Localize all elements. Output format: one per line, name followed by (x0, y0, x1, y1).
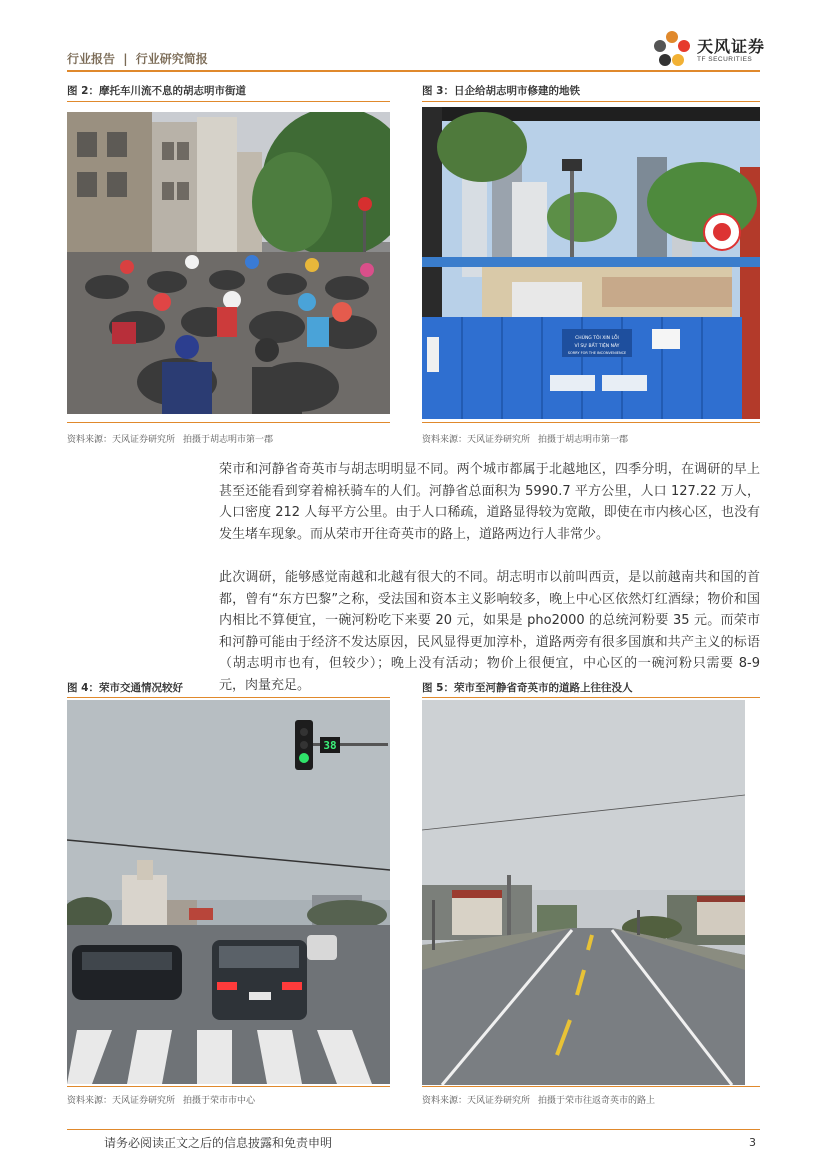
body-paragraph-2: 此次调研，能够感觉南越和北越有很大的不同。胡志明市以前叫西贡，是以前越南共和国的首都，曾有“东方巴黎”之称，受法国和资本主义影响较多，晚上中心区依然灯红酒绿；物价和国内相比不算便宜，一碗河粉吃下来要 20 元，如果是 pho2000 的总统河粉要 35 元。而荣市和河静可能由于经济不发达原因，民风显得更加淳朴，道路两旁有很多国旗和共产主义的标语（胡志明市也有，但较少）；晚上没有活动；物价上很便宜，中心区的一碗河粉只需要 8-9 元，肉量充足。 (219, 570, 760, 693)
figure-3-source-label: 资料来源：天风证券研究所 (422, 435, 531, 445)
figure-5-top-rule (422, 697, 760, 698)
tf-securities-logo (651, 29, 771, 71)
figure-3-caption: 拍摄于胡志明市第一郡 (538, 435, 629, 445)
figure-4-source-label: 资料来源：天风证券研究所 (67, 1096, 176, 1106)
header-divider (67, 70, 760, 72)
report-header (67, 50, 208, 67)
figure-3-bottom-rule (422, 422, 760, 423)
figure-3-top-rule (422, 101, 760, 102)
figure-4-caption: 拍摄于荣市市中心 (183, 1096, 256, 1106)
photo-saigon-motorbike-street (67, 112, 390, 414)
photo-vinh-city-traffic (67, 700, 390, 1084)
figure-2-caption: 拍摄于胡志明市第一郡 (183, 435, 274, 445)
figure-4-title: 图 4：荣市交通情况较好 (67, 682, 183, 694)
logo-petals-icon (651, 29, 693, 71)
figure-5-source (422, 1093, 655, 1106)
footer-divider (67, 1129, 760, 1130)
photo-saigon-metro-construction (422, 107, 760, 419)
figure-3-title: 图 3：日企给胡志明市修建的地铁 (422, 85, 580, 97)
figure-2-bottom-rule (67, 422, 390, 423)
report-type: 行业研究简报 (135, 52, 208, 66)
figure-4-bottom-rule (67, 1086, 390, 1087)
figure-5-title: 图 5：荣市至河静省奇英市的道路上往往没人 (422, 682, 633, 694)
figure-2-source-label: 资料来源：天风证券研究所 (67, 435, 176, 445)
traffic-countdown: 38 (323, 739, 337, 752)
figure-2-title: 图 2：摩托车川流不息的胡志明市街道 (67, 85, 246, 97)
figure-2-source (67, 432, 273, 445)
banner-line-1: CHÚNG TÔI XIN LỖI (575, 336, 619, 341)
logo-name-cn: 天风证券 (697, 37, 766, 56)
figure-5-bottom-rule (422, 1086, 760, 1087)
footer-disclaimer: 请务必阅读正文之后的信息披露和免责申明 (104, 1136, 333, 1150)
figure-3-source (422, 432, 628, 445)
body-paragraph-1: 荣市和河静省奇英市与胡志明明显不同。两个城市都属于北越地区，四季分明，在调研的早上甚至还能看到穿着棉袄骑车的人们。河静省总面积为 5990.7 平方公里，人口 127.22 万人，人口密度 212 人每平方公里。由于人口稀疏，道路显得较为宽敞，即使在市内核心区，也没有发生堵车现象。而从荣市开往奇英市的路上，道路两边行人非常少。 (219, 462, 760, 542)
logo-name-en: TF SECURITIES (697, 56, 753, 63)
figure-5-caption: 拍摄于荣市往返奇英市的路上 (538, 1096, 656, 1106)
figure-2-top-rule (67, 101, 390, 102)
banner-line-3: SORRY FOR THE INCONVENIENCE (567, 351, 627, 355)
header-separator: | (123, 52, 128, 66)
figure-4-top-rule (67, 697, 390, 698)
banner-line-2: VÌ SỰ BẤT TIỆN NÀY (574, 344, 620, 349)
figure-4-source (67, 1093, 255, 1106)
report-category: 行业报告 (67, 52, 116, 66)
photo-road-to-ky-anh (422, 700, 745, 1085)
page-number: 3 (749, 1136, 756, 1149)
figure-5-source-label: 资料来源：天风证券研究所 (422, 1096, 531, 1106)
